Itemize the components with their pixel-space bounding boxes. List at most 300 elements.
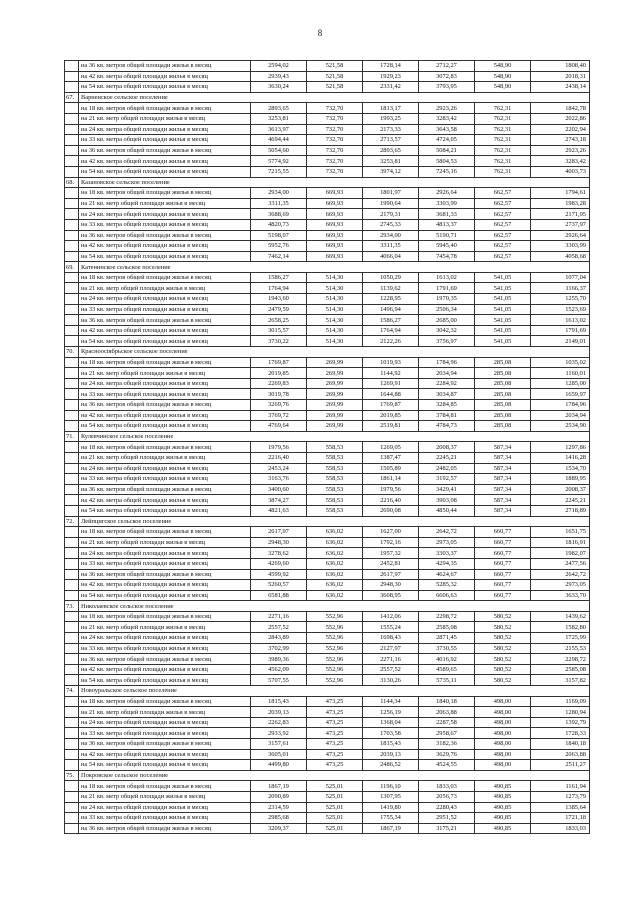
value-cell: 4589,65: [419, 664, 475, 675]
value-cell: 587,34: [475, 474, 531, 485]
value-cell: 3874,27: [251, 495, 307, 506]
value-cell: 3643,58: [419, 124, 475, 135]
row-number-cell: [65, 537, 79, 548]
value-cell: 2171,95: [531, 209, 590, 220]
table-row: [65, 294, 590, 305]
row-description: на 21 кв. метр общей площади жилья в месяц: [79, 283, 251, 294]
value-cell: 521,58: [307, 82, 363, 93]
value-cell: 1833,03: [531, 823, 590, 834]
row-description: на 42 кв. метра общей площади жилья в месяц: [79, 410, 251, 421]
value-cell: 762,31: [475, 135, 531, 146]
row-number-cell: [65, 113, 79, 124]
value-cell: 2926,64: [419, 188, 475, 199]
table-row: [65, 569, 590, 580]
value-cell: 3303,99: [531, 241, 590, 252]
value-cell: 1728,14: [363, 61, 419, 72]
table-row: [65, 781, 590, 792]
value-cell: 1792,16: [363, 537, 419, 548]
value-cell: 1505,89: [363, 463, 419, 474]
value-cell: 4784,73: [419, 421, 475, 432]
value-cell: 525,01: [307, 823, 363, 834]
row-description: на 18 кв. метров общей площади жилья в месяц: [79, 696, 251, 707]
value-cell: 4524,55: [419, 760, 475, 771]
table-row: [65, 145, 590, 156]
row-number-cell: [65, 569, 79, 580]
value-cell: 2216,40: [363, 495, 419, 506]
group-header-row: [65, 177, 590, 188]
group-title: Новоуральское сельское поселение: [79, 686, 590, 697]
row-description: на 18 кв. метров общей площади жилья в месяц: [79, 357, 251, 368]
table-row: [65, 760, 590, 771]
value-cell: 514,30: [307, 336, 363, 347]
row-description: на 21 кв. метр общей площади жилья в месяц: [79, 791, 251, 802]
row-number-cell: [65, 336, 79, 347]
value-cell: 4624,67: [419, 569, 475, 580]
row-number-cell: [65, 548, 79, 559]
value-cell: 1889,95: [531, 474, 590, 485]
row-number-cell: [65, 209, 79, 220]
row-description: на 21 кв. метр общей площади жилья в месяц: [79, 707, 251, 718]
value-cell: 660,77: [475, 548, 531, 559]
value-cell: 2269,83: [251, 378, 307, 389]
row-description: на 42 кв. метра общей площади жилья в месяц: [79, 664, 251, 675]
value-cell: 580,52: [475, 654, 531, 665]
value-cell: 732,70: [307, 145, 363, 156]
value-cell: 1416,28: [531, 452, 590, 463]
value-cell: 2149,01: [531, 336, 590, 347]
value-cell: 3072,83: [419, 71, 475, 82]
value-cell: 1943,60: [251, 294, 307, 305]
value-cell: 662,57: [475, 251, 531, 262]
row-number-cell: [65, 495, 79, 506]
value-cell: 1555,24: [363, 622, 419, 633]
value-cell: 558,53: [307, 463, 363, 474]
row-number-cell: [65, 442, 79, 453]
row-description: на 36 кв. метров общей площади жилья в месяц: [79, 823, 251, 834]
row-number-cell: [65, 452, 79, 463]
value-cell: 2519,81: [363, 421, 419, 432]
table-row: [65, 495, 590, 506]
value-cell: 521,58: [307, 71, 363, 82]
group-title: Катенинское сельское поселение: [79, 262, 590, 273]
value-cell: 1982,07: [531, 548, 590, 559]
group-title: Красноoctябрьское сельское поселение: [79, 347, 590, 358]
table-row: [65, 791, 590, 802]
value-cell: 514,30: [307, 325, 363, 336]
value-cell: 3269,76: [251, 400, 307, 411]
value-cell: 4769,64: [251, 421, 307, 432]
value-cell: 3793,95: [419, 82, 475, 93]
value-cell: 2271,16: [251, 611, 307, 622]
row-number-cell: [65, 421, 79, 432]
value-cell: 3303,99: [419, 198, 475, 209]
table-row: [65, 378, 590, 389]
table-row: [65, 813, 590, 824]
value-cell: 1929,23: [363, 71, 419, 82]
row-number-cell: [65, 166, 79, 177]
value-cell: 3182,36: [419, 739, 475, 750]
value-cell: 2557,52: [251, 622, 307, 633]
value-cell: 636,02: [307, 527, 363, 538]
value-cell: 4499,80: [251, 760, 307, 771]
row-number-cell: [65, 749, 79, 760]
table-row: [65, 336, 590, 347]
table-row: [65, 368, 590, 379]
value-cell: 3769,72: [251, 410, 307, 421]
row-number-cell: [65, 622, 79, 633]
group-number: 70.: [65, 347, 79, 358]
group-number: 73.: [65, 601, 79, 612]
value-cell: 587,34: [475, 484, 531, 495]
table-row: [65, 410, 590, 421]
table-row: [65, 156, 590, 167]
table-row: [65, 400, 590, 411]
value-cell: 580,52: [475, 675, 531, 686]
row-number-cell: [65, 813, 79, 824]
value-cell: 7245,16: [419, 166, 475, 177]
value-cell: 2056,73: [419, 791, 475, 802]
value-cell: 3015,57: [251, 325, 307, 336]
value-cell: 1496,94: [363, 304, 419, 315]
value-cell: 2718,89: [531, 505, 590, 516]
row-number-cell: [65, 124, 79, 135]
value-cell: 521,58: [307, 61, 363, 72]
group-title: Кулевчинское сельское поселение: [79, 431, 590, 442]
value-cell: 2534,90: [531, 421, 590, 432]
table-row: [65, 61, 590, 72]
table-row: [65, 124, 590, 135]
value-cell: 1613,02: [531, 315, 590, 326]
value-cell: 525,01: [307, 781, 363, 792]
value-cell: 1586,27: [251, 272, 307, 283]
table-row: [65, 548, 590, 559]
value-cell: 3209,37: [251, 823, 307, 834]
value-cell: 2284,92: [419, 378, 475, 389]
value-cell: 1990,64: [363, 198, 419, 209]
value-cell: 762,31: [475, 113, 531, 124]
row-number-cell: [65, 484, 79, 495]
value-cell: 473,25: [307, 717, 363, 728]
table-row: [65, 251, 590, 262]
group-number: 75.: [65, 770, 79, 781]
value-cell: 2482,05: [419, 463, 475, 474]
value-cell: 1813,17: [363, 103, 419, 114]
value-cell: 1842,78: [531, 103, 590, 114]
value-cell: 669,93: [307, 198, 363, 209]
value-cell: 2034,94: [531, 410, 590, 421]
value-cell: 1993,25: [363, 113, 419, 124]
value-cell: 4850,44: [419, 505, 475, 516]
value-cell: 4820,73: [251, 219, 307, 230]
value-cell: 473,25: [307, 749, 363, 760]
table-row: [65, 537, 590, 548]
table-row: [65, 304, 590, 315]
value-cell: 3157,82: [531, 675, 590, 686]
value-cell: 2506,34: [419, 304, 475, 315]
value-cell: 636,02: [307, 558, 363, 569]
value-cell: 1651,75: [531, 527, 590, 538]
table-row: [65, 421, 590, 432]
value-cell: 2298,72: [531, 654, 590, 665]
value-cell: 5084,21: [419, 145, 475, 156]
value-cell: 2585,08: [531, 664, 590, 675]
row-description: на 18 кв. метров общей площади жилья в месяц: [79, 272, 251, 283]
value-cell: 4813,37: [419, 219, 475, 230]
value-cell: 1228,95: [363, 294, 419, 305]
table-row: [65, 611, 590, 622]
row-number-cell: [65, 304, 79, 315]
value-cell: 3042,32: [419, 325, 475, 336]
value-cell: 3400,60: [251, 484, 307, 495]
value-cell: 662,57: [475, 241, 531, 252]
row-number-cell: [65, 463, 79, 474]
value-cell: 2063,88: [531, 749, 590, 760]
value-cell: 636,02: [307, 590, 363, 601]
value-cell: 548,90: [475, 82, 531, 93]
row-description: на 54 кв. метра общей площади жилья в месяц: [79, 421, 251, 432]
row-description: на 24 кв. метра общей площади жилья в месяц: [79, 294, 251, 305]
value-cell: 3253,81: [363, 156, 419, 167]
value-cell: 2452,81: [363, 558, 419, 569]
value-cell: 4562,09: [251, 664, 307, 675]
value-cell: 1269,05: [363, 442, 419, 453]
value-cell: 2019,85: [363, 410, 419, 421]
group-number: 71.: [65, 431, 79, 442]
value-cell: 2926,64: [531, 230, 590, 241]
table-row: [65, 664, 590, 675]
group-header-row: [65, 601, 590, 612]
value-cell: 1613,02: [419, 272, 475, 283]
row-description: на 42 кв. метра общей площади жилья в месяц: [79, 156, 251, 167]
value-cell: 3253,81: [251, 113, 307, 124]
value-cell: 2090,89: [251, 791, 307, 802]
row-number-cell: [65, 505, 79, 516]
value-cell: 662,57: [475, 188, 531, 199]
value-cell: 662,57: [475, 198, 531, 209]
value-cell: 1703,58: [363, 728, 419, 739]
value-cell: 4058,68: [531, 251, 590, 262]
row-number-cell: [65, 135, 79, 146]
table-row: [65, 633, 590, 644]
row-number-cell: [65, 696, 79, 707]
value-cell: 1627,00: [363, 527, 419, 538]
value-cell: 1534,70: [531, 463, 590, 474]
value-cell: 541,05: [475, 294, 531, 305]
row-number-cell: [65, 325, 79, 336]
value-cell: 4694,44: [251, 135, 307, 146]
row-description: на 54 кв. метра общей площади жилья в месяц: [79, 336, 251, 347]
row-number-cell: [65, 760, 79, 771]
row-number-cell: [65, 410, 79, 421]
value-cell: 660,77: [475, 558, 531, 569]
value-cell: 2280,43: [419, 802, 475, 813]
value-cell: 2985,68: [251, 813, 307, 824]
value-cell: 2039,13: [363, 749, 419, 760]
value-cell: 269,99: [307, 421, 363, 432]
row-number-cell: [65, 389, 79, 400]
row-number-cell: [65, 188, 79, 199]
table-row: [65, 230, 590, 241]
row-number-cell: [65, 82, 79, 93]
value-cell: 2063,88: [419, 707, 475, 718]
value-cell: 285,08: [475, 421, 531, 432]
value-cell: 2973,05: [419, 537, 475, 548]
row-description: на 36 кв. метров общей площади жилья в месяц: [79, 484, 251, 495]
value-cell: 3702,99: [251, 643, 307, 654]
row-number-cell: [65, 739, 79, 750]
table-row: [65, 717, 590, 728]
value-cell: 3730,55: [419, 643, 475, 654]
group-header-row: [65, 770, 590, 781]
value-cell: 4724,05: [419, 135, 475, 146]
table-row: [65, 580, 590, 591]
table-row: [65, 283, 590, 294]
value-cell: 285,08: [475, 389, 531, 400]
group-header-row: [65, 262, 590, 273]
value-cell: 2745,33: [363, 219, 419, 230]
group-title: Казановское сельское поселение: [79, 177, 590, 188]
row-number-cell: [65, 378, 79, 389]
value-cell: 5285,32: [419, 580, 475, 591]
value-cell: 514,30: [307, 304, 363, 315]
value-cell: 2122,26: [363, 336, 419, 347]
row-number-cell: [65, 294, 79, 305]
value-cell: 2511,27: [531, 760, 590, 771]
row-description: на 18 кв. метров общей площади жилья в месяц: [79, 527, 251, 538]
group-title: Варненское сельское поселение: [79, 92, 590, 103]
value-cell: 762,31: [475, 103, 531, 114]
value-cell: 3283,42: [419, 113, 475, 124]
value-cell: 1160,01: [531, 368, 590, 379]
row-number-cell: [65, 633, 79, 644]
value-cell: 2477,56: [531, 558, 590, 569]
row-description: на 36 кв. метров общей площади жилья в месяц: [79, 569, 251, 580]
value-cell: 2871,45: [419, 633, 475, 644]
value-cell: 3130,26: [363, 675, 419, 686]
value-cell: 2039,13: [251, 707, 307, 718]
value-cell: 552,96: [307, 675, 363, 686]
value-cell: 660,77: [475, 527, 531, 538]
value-cell: 1698,43: [363, 633, 419, 644]
group-number: 67.: [65, 92, 79, 103]
value-cell: 269,99: [307, 368, 363, 379]
table-row: [65, 135, 590, 146]
value-cell: 3192,57: [419, 474, 475, 485]
value-cell: 1196,10: [363, 781, 419, 792]
value-cell: 5804,53: [419, 156, 475, 167]
value-cell: 4269,60: [251, 558, 307, 569]
value-cell: 580,52: [475, 664, 531, 675]
table-row: [65, 675, 590, 686]
value-cell: 1794,61: [531, 188, 590, 199]
table-row: [65, 103, 590, 114]
row-number-cell: [65, 643, 79, 654]
value-cell: 552,96: [307, 643, 363, 654]
value-cell: 2973,05: [531, 580, 590, 591]
group-number: 68.: [65, 177, 79, 188]
row-description: на 36 кв. метров общей площади жилья в месяц: [79, 145, 251, 156]
table-row: [65, 590, 590, 601]
value-cell: 2019,85: [251, 368, 307, 379]
group-header-row: [65, 686, 590, 697]
value-cell: 5190,71: [419, 230, 475, 241]
row-number-cell: [65, 654, 79, 665]
value-cell: 1979,56: [251, 442, 307, 453]
value-cell: 1769,87: [363, 400, 419, 411]
value-cell: 1412,06: [363, 611, 419, 622]
value-cell: 514,30: [307, 294, 363, 305]
value-cell: 669,93: [307, 230, 363, 241]
table-row: [65, 484, 590, 495]
row-description: на 21 кв. метр общей площади жилья в месяц: [79, 537, 251, 548]
value-cell: 1721,18: [531, 813, 590, 824]
value-cell: 552,96: [307, 664, 363, 675]
row-description: на 33 кв. метра общей площади жилья в месяц: [79, 643, 251, 654]
value-cell: 2951,52: [419, 813, 475, 824]
row-number-cell: [65, 707, 79, 718]
value-cell: 269,99: [307, 400, 363, 411]
value-cell: 580,52: [475, 611, 531, 622]
value-cell: 541,05: [475, 325, 531, 336]
row-description: на 42 кв. метра общей площади жилья в месяц: [79, 241, 251, 252]
row-description: на 21 кв. метр общей площади жилья в месяц: [79, 198, 251, 209]
value-cell: 1755,34: [363, 813, 419, 824]
row-description: на 24 кв. метра общей площади жилья в месяц: [79, 548, 251, 559]
value-cell: 285,08: [475, 410, 531, 421]
value-cell: 7215,55: [251, 166, 307, 177]
row-description: на 18 кв. метров общей площади жилья в месяц: [79, 188, 251, 199]
table-row: [65, 442, 590, 453]
value-cell: 2179,31: [363, 209, 419, 220]
value-cell: 1861,14: [363, 474, 419, 485]
value-cell: 498,00: [475, 717, 531, 728]
value-cell: 1840,18: [531, 739, 590, 750]
row-description: на 54 кв. метра общей площади жилья в месяц: [79, 82, 251, 93]
value-cell: 1769,87: [251, 357, 307, 368]
row-number-cell: [65, 357, 79, 368]
value-cell: 1659,97: [531, 389, 590, 400]
value-cell: 285,08: [475, 378, 531, 389]
value-cell: 473,25: [307, 728, 363, 739]
value-cell: 5707,55: [251, 675, 307, 686]
value-cell: 3157,61: [251, 739, 307, 750]
value-cell: 3284,85: [419, 400, 475, 411]
value-cell: 1815,43: [251, 696, 307, 707]
value-cell: 2202,94: [531, 124, 590, 135]
value-cell: 1256,19: [363, 707, 419, 718]
value-cell: 1269,91: [363, 378, 419, 389]
row-description: на 24 кв. метра общей площади жилья в месяц: [79, 463, 251, 474]
value-cell: 2933,92: [251, 728, 307, 739]
value-cell: 490,85: [475, 802, 531, 813]
value-cell: 498,00: [475, 760, 531, 771]
row-number-cell: [65, 781, 79, 792]
row-description: на 18 кв. метров общей площади жилья в месяц: [79, 442, 251, 453]
row-description: на 18 кв. метров общей площади жилья в месяц: [79, 781, 251, 792]
row-number-cell: [65, 580, 79, 591]
value-cell: 558,53: [307, 474, 363, 485]
value-cell: 1867,19: [251, 781, 307, 792]
row-description: на 24 кв. метра общей площади жилья в месяц: [79, 209, 251, 220]
value-cell: 2743,18: [531, 135, 590, 146]
value-cell: 3311,35: [251, 198, 307, 209]
row-number-cell: [65, 241, 79, 252]
table-row: [65, 696, 590, 707]
group-number: 72.: [65, 516, 79, 527]
value-cell: 1833,03: [419, 781, 475, 792]
value-cell: 1385,64: [531, 802, 590, 813]
row-number-cell: [65, 230, 79, 241]
